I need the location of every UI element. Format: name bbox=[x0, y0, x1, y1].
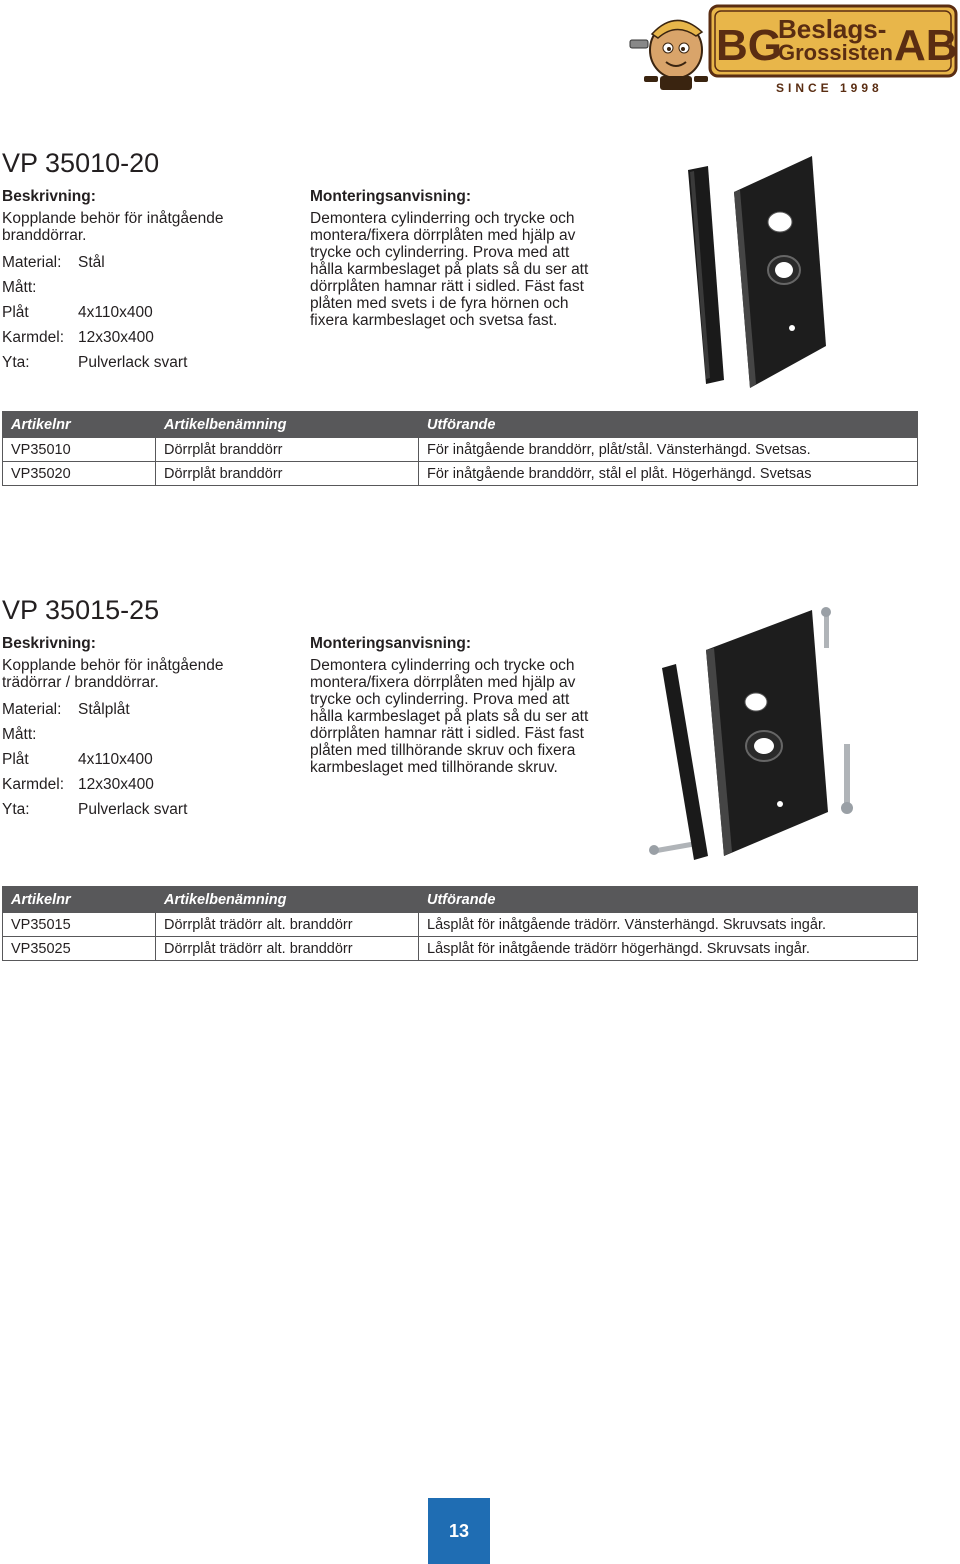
header-article-number: Artikelnr bbox=[3, 887, 156, 913]
table-row bbox=[3, 438, 918, 462]
spec-row bbox=[2, 350, 302, 375]
cell-article-number: VP35025 bbox=[3, 937, 156, 961]
dimensions-label: Mått: bbox=[2, 279, 37, 296]
product-image-door-plate bbox=[680, 152, 830, 392]
cell-article-name: Dörrplåt trädörr alt. branddörr bbox=[156, 937, 419, 961]
table-header-row bbox=[3, 412, 918, 438]
table-row bbox=[3, 462, 918, 486]
spec-label: Plåt bbox=[2, 751, 29, 768]
page-number: 13 bbox=[428, 1498, 490, 1564]
product-image-door-plate-screws bbox=[646, 598, 866, 866]
material-value: Stål bbox=[78, 254, 105, 271]
dimensions-row bbox=[2, 275, 302, 300]
company-logo bbox=[624, 2, 960, 98]
description-heading: Beskrivning: bbox=[2, 635, 96, 652]
header-design: Utförande bbox=[419, 412, 918, 438]
material-row bbox=[2, 250, 302, 275]
logo-bg-text: BG bbox=[716, 21, 782, 70]
spec-value: 12x30x400 bbox=[78, 776, 154, 793]
spec-value: Pulverlack svart bbox=[78, 801, 188, 818]
spec-label: Yta: bbox=[2, 354, 30, 371]
table-row bbox=[3, 937, 918, 961]
cell-article-name: Dörrplåt branddörr bbox=[156, 462, 419, 486]
cell-article-name: Dörrplåt branddörr bbox=[156, 438, 419, 462]
dimensions-label: Mått: bbox=[2, 726, 37, 743]
header-article-number: Artikelnr bbox=[3, 412, 156, 438]
screw-icon bbox=[821, 607, 831, 648]
cell-article-number: VP35015 bbox=[3, 913, 156, 937]
material-row bbox=[2, 697, 302, 722]
mounting-instructions bbox=[310, 188, 610, 329]
table-header-row bbox=[3, 887, 918, 913]
screw-icon bbox=[649, 842, 692, 855]
material-value: Stålplåt bbox=[78, 701, 130, 718]
cell-article-number: VP35010 bbox=[3, 438, 156, 462]
material-label: Material: bbox=[2, 701, 62, 718]
product-specs bbox=[2, 188, 302, 375]
header-article-name: Artikelbenämning bbox=[156, 887, 419, 913]
mounting-text: Demontera cylinderring och trycke och montera/fixera dörrplåten med hjälp av trycke och cylinderring. Prova med att hålla karmbeslaget på plats så du ser att dörrplåten hamnar rätt i sidled. Fäst fast plåten med tillhörande skruv och fixera karmbeslaget med tillhörande skruv. bbox=[310, 657, 589, 776]
table-row bbox=[3, 913, 918, 937]
logo-ab-text: AB bbox=[894, 21, 958, 70]
product-title: VP 35015-25 bbox=[2, 595, 160, 625]
spec-label: Yta: bbox=[2, 801, 30, 818]
mounting-heading: Monteringsanvisning: bbox=[310, 188, 472, 205]
spec-row bbox=[2, 772, 302, 797]
description-text: Kopplande behör för inåtgående branddörrar. bbox=[2, 210, 224, 244]
cell-design: För inåtgående branddörr, stål el plåt. Högerhängd. Svetsas bbox=[419, 462, 918, 486]
spec-label: Plåt bbox=[2, 304, 29, 321]
header-article-name: Artikelbenämning bbox=[156, 412, 419, 438]
spec-value: 4x110x400 bbox=[78, 751, 153, 768]
material-label: Material: bbox=[2, 254, 62, 271]
cell-design: Låsplåt för inåtgående trädörr. Vänsterhängd. Skruvsats ingår. bbox=[419, 913, 918, 937]
header-design: Utförande bbox=[419, 887, 918, 913]
dimensions-row bbox=[2, 722, 302, 747]
cell-article-name: Dörrplåt trädörr alt. branddörr bbox=[156, 913, 419, 937]
description-heading: Beskrivning: bbox=[2, 188, 96, 205]
description-text: Kopplande behör för inåtgående trädörrar / branddörrar. bbox=[2, 657, 224, 691]
spec-row bbox=[2, 797, 302, 822]
spec-row bbox=[2, 747, 302, 772]
product-title: VP 35010-20 bbox=[2, 148, 160, 178]
spec-value: 12x30x400 bbox=[78, 329, 154, 346]
logo-since-text: SINCE 1998 bbox=[776, 81, 883, 95]
spec-value: 4x110x400 bbox=[78, 304, 153, 321]
spec-row bbox=[2, 325, 302, 350]
logo-sub-text: Grossisten bbox=[778, 40, 893, 65]
mascot-icon bbox=[630, 20, 708, 90]
mounting-instructions bbox=[310, 635, 610, 776]
article-table bbox=[2, 411, 918, 486]
spec-value: Pulverlack svart bbox=[78, 354, 188, 371]
mounting-heading: Monteringsanvisning: bbox=[310, 635, 472, 652]
cell-design: För inåtgående branddörr, plåt/stål. Vänsterhängd. Svetsas. bbox=[419, 438, 918, 462]
spec-label: Karmdel: bbox=[2, 329, 65, 346]
cell-article-number: VP35020 bbox=[3, 462, 156, 486]
screw-icon bbox=[841, 744, 853, 814]
cell-design: Låsplåt för inåtgående trädörr högerhängd. Skruvsats ingår. bbox=[419, 937, 918, 961]
spec-row bbox=[2, 300, 302, 325]
mounting-text: Demontera cylinderring och trycke och montera/fixera dörrplåten med hjälp av trycke och cylinderring. Prova med att hålla karmbeslaget på plats så du ser att dörrplåten hamnar rätt i sidled. Fäst fast plåten med svets i de fyra hörnen och fixera karmbeslaget och svetsa fast. bbox=[310, 210, 589, 329]
logo-main-text: Beslags- bbox=[778, 14, 887, 44]
spec-label: Karmdel: bbox=[2, 776, 65, 793]
product-specs bbox=[2, 635, 302, 822]
article-table bbox=[2, 886, 918, 961]
